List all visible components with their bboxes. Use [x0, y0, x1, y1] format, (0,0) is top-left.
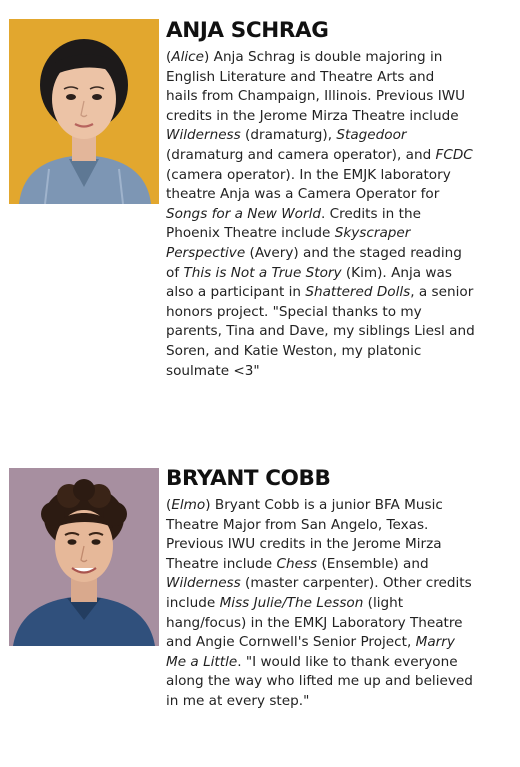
- bio-text: (: [166, 49, 172, 65]
- bio-line: [166, 68, 511, 88]
- italic-title: Elmo: [171, 497, 206, 513]
- italic-title: Wilderness: [166, 575, 241, 592]
- bio-text: Phoenix Theatre include: [166, 225, 335, 242]
- bio-text: (light: [363, 594, 404, 611]
- italic-title: This is Not a True Story: [183, 264, 342, 281]
- bio-line: [166, 303, 511, 323]
- bio-line: [166, 574, 511, 594]
- italic-title: Stagedoor: [336, 127, 407, 144]
- bio-line: [166, 594, 511, 614]
- bio-paragraph: [166, 48, 511, 381]
- bio-text: (Avery) and the staged reading: [245, 244, 462, 261]
- bio-line: [166, 126, 511, 146]
- bio-line: [166, 653, 511, 673]
- bio-text: include: [166, 594, 220, 611]
- bio-text: . Credits in the: [320, 205, 421, 222]
- bio-text: Previous IWU credits in the Jerome Mirza: [166, 536, 442, 553]
- bio-text: English Literature and Theatre Arts and: [166, 68, 435, 85]
- bio-text: in me at every step.": [166, 692, 310, 709]
- bio-line: [166, 496, 511, 516]
- bio-text: (Ensemble) and: [317, 555, 429, 572]
- headshot-photo-anja: [9, 19, 159, 204]
- bio-text: ) Anja Schrag is double majoring in: [204, 49, 443, 65]
- italic-title: Chess: [276, 555, 318, 572]
- bio-line: [166, 535, 511, 555]
- italic-title: Skyscraper: [334, 225, 411, 242]
- bio-text: (master carpenter). Other credits: [240, 575, 472, 592]
- bio-text: (Kim). Anja was: [341, 264, 452, 281]
- bio-text: and Angie Cornwell's Senior Project,: [166, 634, 416, 651]
- bio-line: [166, 48, 511, 68]
- bio-text: , a senior: [410, 284, 474, 301]
- bio-line: [166, 244, 511, 264]
- bio-line: [166, 516, 511, 536]
- bio-line: [166, 692, 511, 712]
- bio-text: Soren, and Katie Weston, my platonic: [166, 342, 422, 359]
- performer-name: ANJA SCHRAG: [166, 18, 329, 43]
- bio-text: along the way who lifted me up and believed: [166, 673, 473, 690]
- bio-text: soulmate <3": [166, 362, 260, 379]
- bio-text: credits in the Jerome Mirza Theatre include: [166, 107, 459, 124]
- italic-title: Shattered Dolls: [305, 284, 411, 301]
- bio-line: [166, 87, 511, 107]
- bio-text: . "I would like to thank everyone: [237, 653, 458, 670]
- bio-line: [166, 322, 511, 342]
- bio-text: (: [166, 497, 172, 513]
- bio-line: [166, 224, 511, 244]
- bio-text: ) Bryant Cobb is a junior BFA Music: [205, 497, 443, 513]
- bio-line: [166, 146, 511, 166]
- bio-text: hails from Champaign, Illinois. Previous IWU: [166, 88, 466, 105]
- italic-title: FCDC: [435, 146, 473, 163]
- bio-line: [166, 205, 511, 225]
- bio-paragraph: [166, 496, 511, 712]
- bio-line: [166, 342, 511, 362]
- bio-text: (dramaturg),: [240, 127, 337, 144]
- italic-title: Me a Little: [166, 653, 238, 670]
- headshot-illustration: [9, 19, 159, 204]
- bio-line: [166, 633, 511, 653]
- bio-line: [166, 264, 511, 284]
- bio-text: (dramaturg and camera operator), and: [166, 146, 436, 163]
- bio-text: Theatre include: [166, 555, 277, 572]
- performer-name: BRYANT COBB: [166, 466, 331, 491]
- bio-text: hang/focus) in the EMKJ Laboratory Theatre: [166, 614, 463, 631]
- italic-title: Miss Julie/The Lesson: [219, 594, 364, 611]
- italic-title: Alice: [171, 49, 205, 65]
- bio-text: Theatre Major from San Angelo, Texas.: [166, 516, 429, 533]
- bio-line: [166, 283, 511, 303]
- bio-line: [166, 555, 511, 575]
- bio-line: [166, 166, 511, 186]
- bio-text-column: [166, 17, 511, 381]
- headshot-photo-bryant: [9, 468, 159, 646]
- italic-title: Perspective: [166, 244, 246, 261]
- bio-text: also a participant in: [166, 284, 306, 301]
- bio-line: [166, 107, 511, 127]
- bio-text-column: [166, 465, 511, 712]
- bio-bryant-cobb: [0, 455, 520, 755]
- bio-text: theatre Anja was a Camera Operator for: [166, 186, 440, 203]
- bio-text: parents, Tina and Dave, my siblings Liesl and: [166, 323, 475, 340]
- italic-title: Marry: [415, 634, 455, 651]
- bio-line: [166, 185, 511, 205]
- bio-line: [166, 672, 511, 692]
- italic-title: Songs for a New World: [166, 205, 321, 222]
- bio-line: [166, 614, 511, 634]
- italic-title: Wilderness: [166, 127, 241, 144]
- bio-text: of: [166, 264, 184, 281]
- bio-text: (camera operator). In the EMJK laboratory: [166, 166, 451, 183]
- bio-text: honors project. "Special thanks to my: [166, 303, 422, 320]
- headshot-illustration: [9, 468, 159, 646]
- bio-line: [166, 362, 511, 382]
